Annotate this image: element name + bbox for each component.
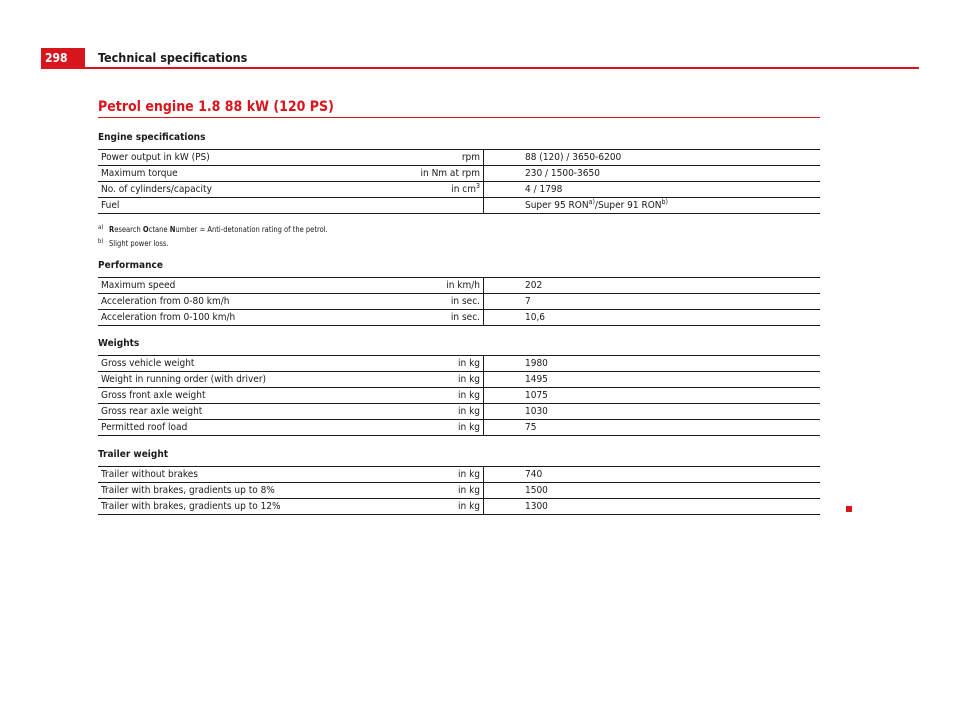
- section-title: Petrol engine 1.8 88 kW (120 PS): [98, 99, 334, 115]
- footnote-text: umber = Anti-detonation rating of the petrol.: [175, 225, 328, 234]
- row-value: 1980: [484, 356, 821, 372]
- footnote-ref-a: a): [588, 198, 595, 206]
- row-value: 7: [484, 294, 821, 310]
- row-unit: in kg: [409, 404, 484, 420]
- weights-table: [98, 355, 820, 436]
- row-label: Acceleration from 0-100 km/h: [98, 310, 409, 326]
- row-label: Trailer with brakes, gradients up to 8%: [98, 483, 409, 499]
- table-row: [98, 166, 820, 182]
- row-unit: in Nm at rpm: [409, 166, 484, 182]
- fuel-value-b: /Super 91 RON: [594, 200, 662, 211]
- table-row: [98, 420, 820, 436]
- trailer-heading: Trailer weight: [98, 449, 169, 460]
- row-unit: in kg: [409, 356, 484, 372]
- row-unit: in sec.: [409, 294, 484, 310]
- row-unit: in kg: [409, 372, 484, 388]
- table-row: [98, 278, 820, 294]
- table-row: [98, 294, 820, 310]
- row-label: Gross vehicle weight: [98, 356, 409, 372]
- row-label: Gross front axle weight: [98, 388, 409, 404]
- row-unit: in km/h: [409, 278, 484, 294]
- page-header-title: Technical specifications: [98, 50, 248, 65]
- table-row: [98, 404, 820, 420]
- footnote-bold-r: R: [109, 225, 115, 234]
- unit-superscript: 3: [475, 182, 480, 190]
- performance-heading: Performance: [98, 260, 163, 271]
- row-value: 1030: [484, 404, 821, 420]
- footnote-bold-o: O: [142, 225, 149, 234]
- page-number: 298: [41, 48, 85, 68]
- weights-heading: Weights: [98, 338, 140, 349]
- footnote-text: ctane: [148, 225, 170, 234]
- table-row: [98, 388, 820, 404]
- row-unit: in kg: [409, 483, 484, 499]
- table-row: [98, 198, 820, 214]
- table-row: [98, 483, 820, 499]
- row-label: Maximum torque: [98, 166, 409, 182]
- row-unit: [409, 198, 484, 214]
- row-value: 230 / 1500-3650: [484, 166, 821, 182]
- row-value: 1075: [484, 388, 821, 404]
- footnote-ref-b: b): [661, 198, 669, 206]
- row-unit: in sec.: [409, 310, 484, 326]
- footnote-a: [98, 223, 328, 235]
- table-row: [98, 356, 820, 372]
- row-unit: in kg: [409, 499, 484, 515]
- footnote-text: esearch: [114, 225, 143, 234]
- row-value: 1495: [484, 372, 821, 388]
- section-rule: [98, 117, 820, 118]
- row-value: 10,6: [484, 310, 821, 326]
- row-label: Gross rear axle weight: [98, 404, 409, 420]
- row-unit: in kg: [409, 467, 484, 483]
- row-value: 202: [484, 278, 821, 294]
- row-value: 4 / 1798: [484, 182, 821, 198]
- row-value: [484, 198, 821, 214]
- row-value: 88 (120) / 3650-6200: [484, 150, 821, 166]
- row-label: Trailer without brakes: [98, 467, 409, 483]
- row-unit: rpm: [409, 150, 484, 166]
- end-of-section-square-icon: [846, 506, 852, 512]
- row-label: Maximum speed: [98, 278, 409, 294]
- performance-table: [98, 277, 820, 326]
- trailer-table: [98, 466, 820, 515]
- row-value: 740: [484, 467, 821, 483]
- row-label: Weight in running order (with driver): [98, 372, 409, 388]
- table-row: [98, 499, 820, 515]
- row-value: 75: [484, 420, 821, 436]
- row-value: 1300: [484, 499, 821, 515]
- unit-text: in cm: [451, 184, 476, 195]
- row-unit: [409, 182, 484, 198]
- engine-table: [98, 149, 820, 214]
- footnote-mark: b): [98, 238, 104, 245]
- table-row: [98, 310, 820, 326]
- row-label: Power output in kW (PS): [98, 150, 409, 166]
- row-label: Trailer with brakes, gradients up to 12%: [98, 499, 409, 515]
- table-row: [98, 467, 820, 483]
- footnote-text: Slight power loss.: [109, 239, 169, 248]
- table-row: [98, 182, 820, 198]
- row-label: Fuel: [98, 198, 409, 214]
- row-unit: in kg: [409, 420, 484, 436]
- row-label: No. of cylinders/capacity: [98, 182, 409, 198]
- table-row: [98, 150, 820, 166]
- fuel-value-a: Super 95 RON: [525, 200, 589, 211]
- engine-heading: Engine specifications: [98, 132, 206, 143]
- row-unit: in kg: [409, 388, 484, 404]
- row-value: 1500: [484, 483, 821, 499]
- footnote-mark: a): [98, 224, 104, 231]
- footnote-b: [98, 237, 169, 249]
- row-label: Acceleration from 0-80 km/h: [98, 294, 409, 310]
- header-rule: [41, 67, 919, 69]
- table-row: [98, 372, 820, 388]
- footnote-bold-n: N: [169, 225, 176, 234]
- row-label: Permitted roof load: [98, 420, 409, 436]
